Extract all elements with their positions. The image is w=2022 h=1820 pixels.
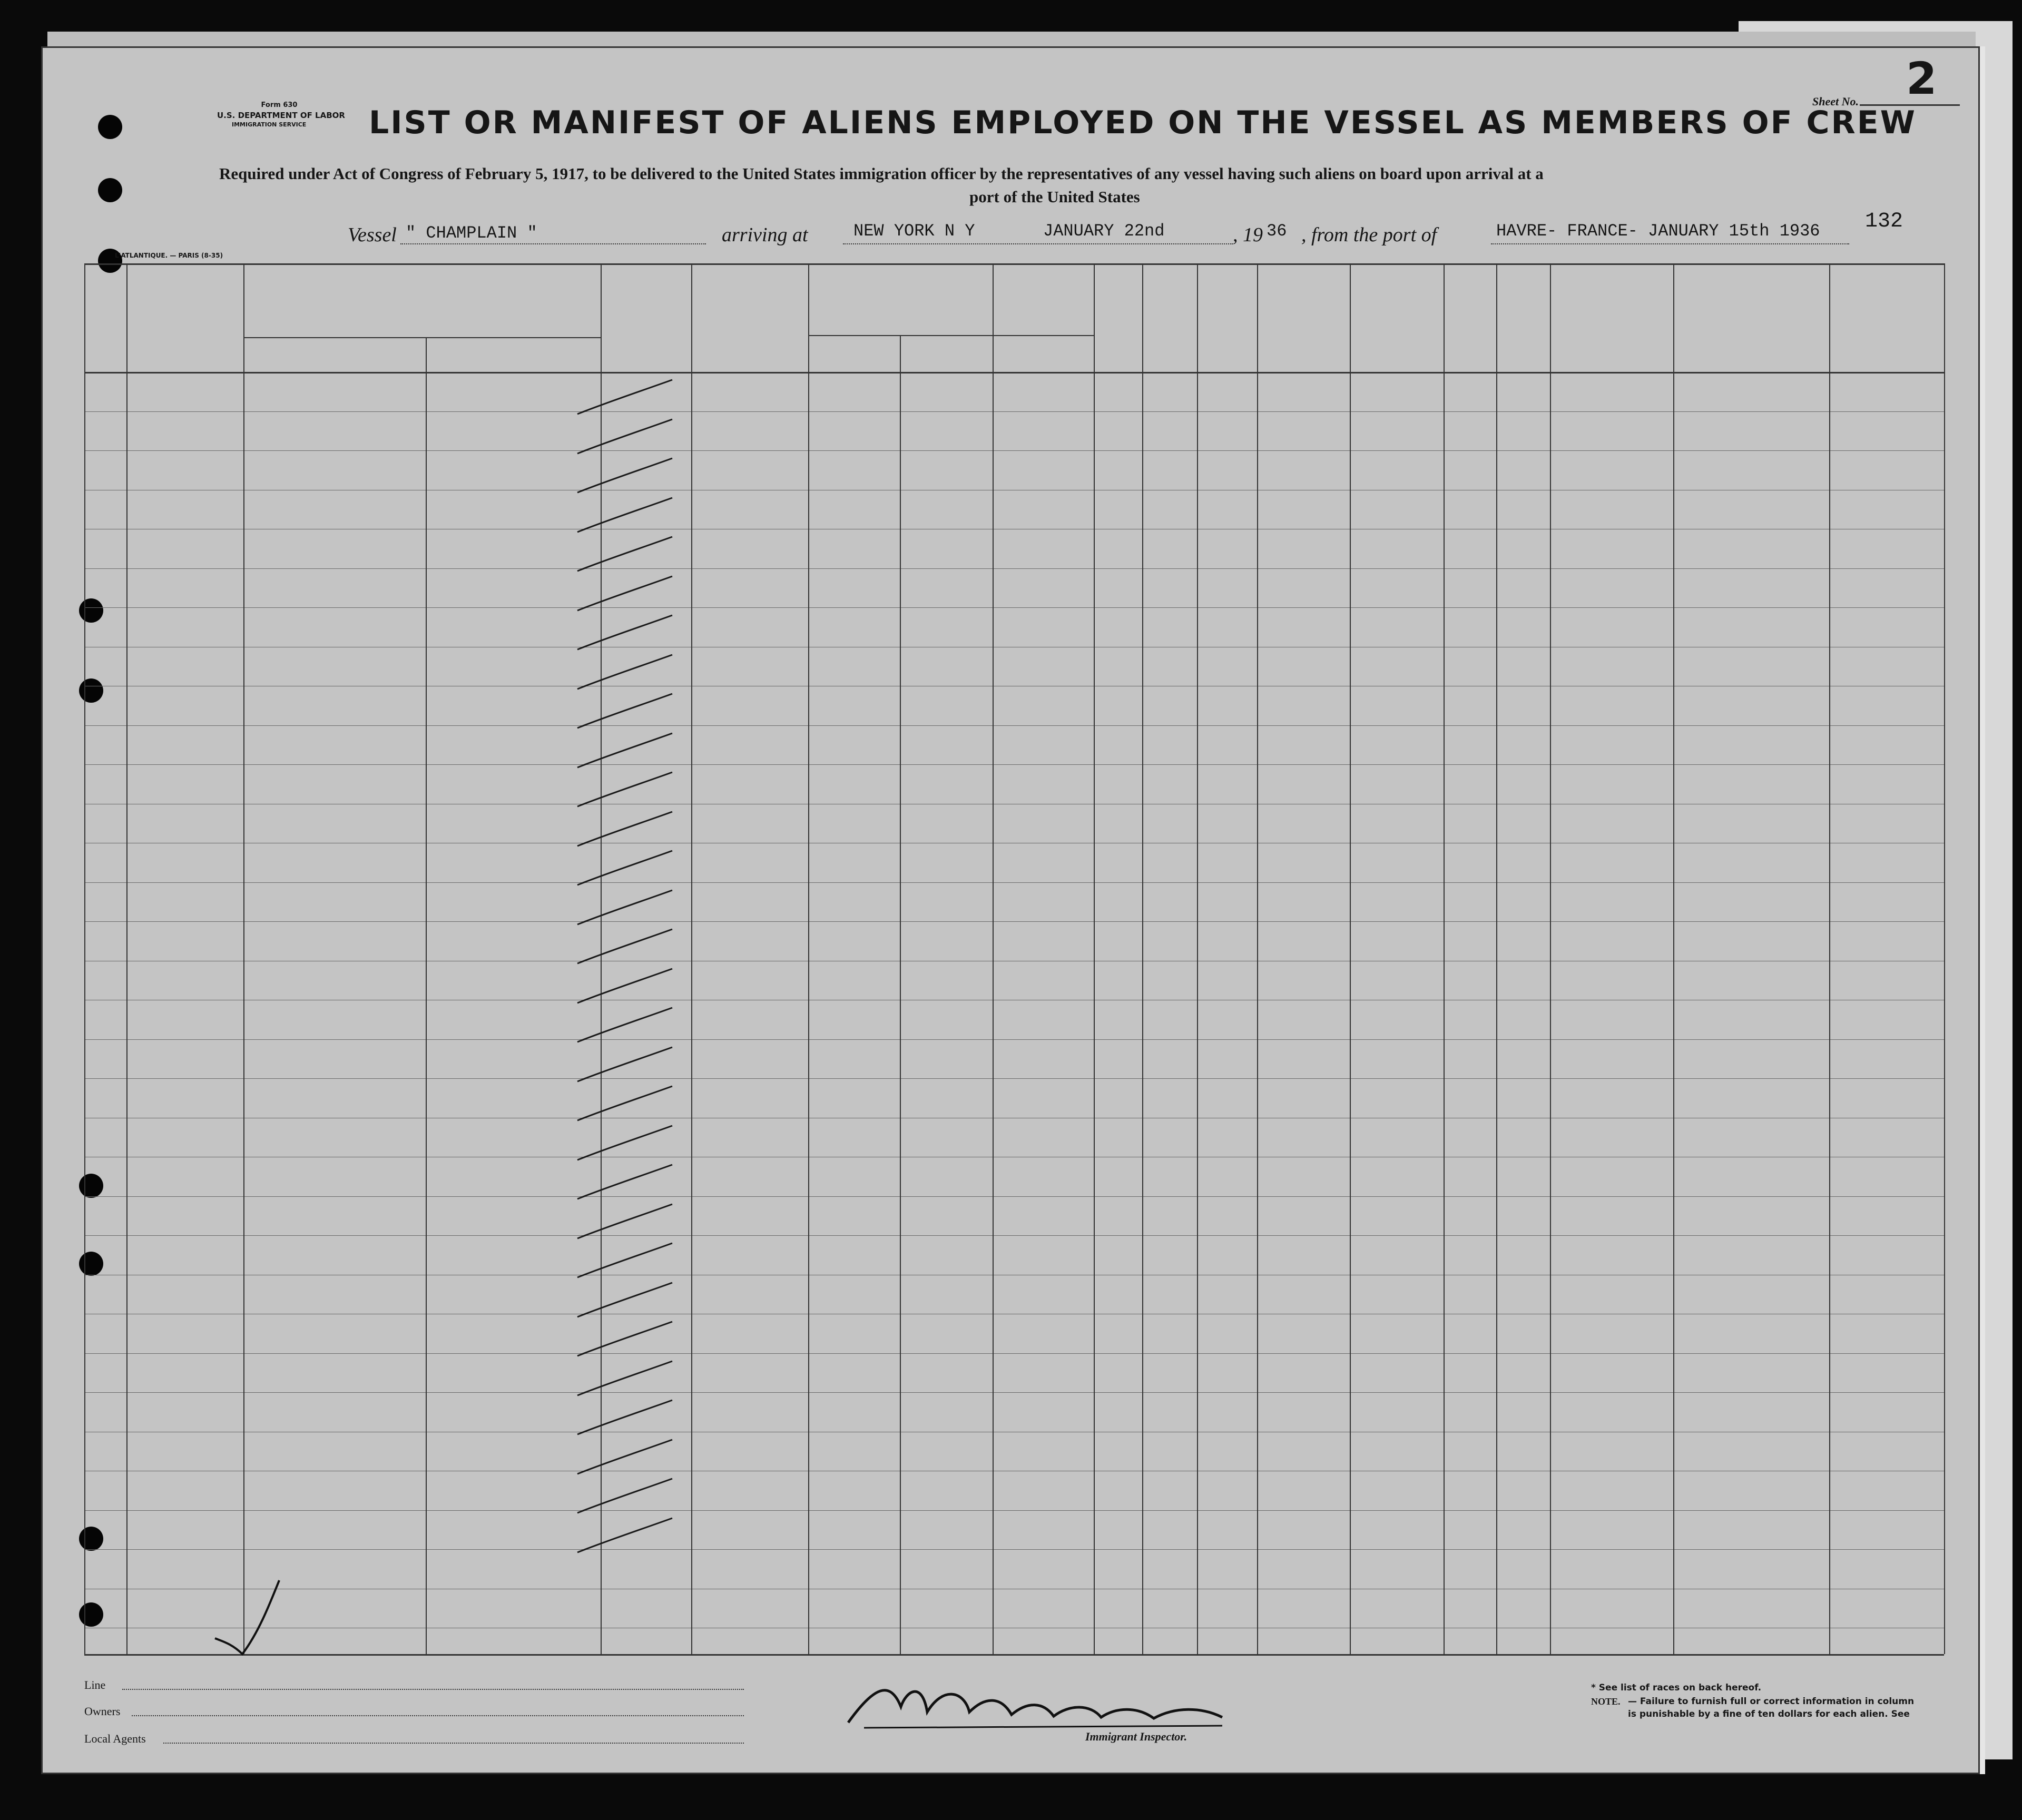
line-label: Line (84, 1678, 106, 1691)
row-rule (84, 1039, 1944, 1040)
note-label: NOTE. (1591, 1696, 1621, 1707)
row-rule (84, 1235, 1944, 1236)
column-rule (1829, 263, 1830, 1654)
table-top-rule (84, 263, 1944, 265)
punch-hole (79, 1527, 103, 1551)
stamp-number: 132 (1865, 210, 1903, 233)
row-rule (84, 450, 1944, 451)
from-port-line (1491, 243, 1849, 244)
column-rule (1944, 263, 1945, 1654)
name-subheader-rule (243, 337, 601, 338)
column-rule (1094, 263, 1095, 1654)
column-rule (1550, 263, 1551, 1654)
note-text-1: — Failure to furnish full or correct information in column (1628, 1696, 1915, 1707)
inspector-check-mark (211, 1575, 306, 1659)
punch-hole (98, 115, 122, 139)
printer-imprint: L'ATLANTIQUE. — PARIS (8-35) (115, 252, 223, 259)
header-bottom-rule (84, 372, 1944, 373)
check-tick (572, 1516, 678, 1563)
punch-hole (79, 1252, 103, 1276)
row-rule (84, 1196, 1944, 1197)
owners-label: Owners (84, 1705, 121, 1718)
row-rule (84, 764, 1944, 765)
races-note: * See list of races on back hereof. (1591, 1683, 1762, 1693)
note-text-2: is punishable by a fine of ten dollars for each alien. See (1628, 1709, 1910, 1719)
vessel-label: Vessel (348, 224, 397, 246)
punch-hole (79, 1602, 103, 1627)
row-rule (84, 1510, 1944, 1511)
arrival-line (843, 243, 1233, 244)
punch-hole (79, 678, 103, 703)
column-rule (1444, 263, 1445, 1654)
table-bottom-rule (84, 1654, 1944, 1656)
column-rule (1197, 263, 1198, 1654)
column-rule (243, 263, 244, 1654)
arriving-port: NEW YORK N Y (853, 221, 975, 241)
local-agents-field (163, 1743, 744, 1744)
column-rule (1496, 263, 1497, 1654)
page-title: LIST OR MANIFEST OF ALIENS EMPLOYED ON THE VESSEL AS MEMBERS OF CREW (369, 104, 1917, 141)
arrival-year: 36 (1267, 221, 1287, 241)
column-rule (808, 263, 809, 1654)
column-rule (126, 263, 127, 1654)
subtitle-line-1: Required under Act of Congress of February 5, 1917, to be delivered to the United States immigration officer by the representatives of any vessel having such aliens on board upon arrival at a (219, 164, 1544, 183)
arrival-date: JANUARY 22nd (1043, 221, 1165, 241)
row-rule (84, 1078, 1944, 1079)
form-number: Form 630 (261, 101, 298, 109)
punch-hole (79, 598, 103, 623)
year-label: , 19 (1233, 224, 1263, 246)
column-rule (1673, 263, 1674, 1654)
column-rule (84, 263, 85, 1654)
punch-hole (98, 178, 122, 202)
column-rule (1142, 263, 1143, 1654)
row-rule (84, 882, 1944, 883)
shipped-subheader-rule (808, 335, 1094, 336)
row-rule (84, 921, 1944, 922)
inspector-label: Immigrant Inspector. (1085, 1730, 1187, 1743)
from-port: HAVRE- FRANCE- JANUARY 15th 1936 (1496, 221, 1820, 241)
sheet-label: Sheet No. (1812, 95, 1859, 108)
row-rule (84, 568, 1944, 569)
row-rule (84, 1392, 1944, 1393)
column-rule (1257, 263, 1258, 1654)
punch-hole (79, 1174, 103, 1198)
row-rule (84, 411, 1944, 412)
row-rule (84, 1353, 1944, 1354)
vessel-name: " CHAMPLAIN " (406, 223, 537, 243)
row-rule (84, 607, 1944, 608)
from-label: , from the port of (1301, 224, 1437, 246)
subtitle-line-2: port of the United States (969, 188, 1140, 206)
department: U.S. DEPARTMENT OF LABOR (217, 111, 345, 120)
row-rule (84, 1549, 1944, 1550)
inspector-signature (843, 1675, 1243, 1738)
given-name-rule (426, 337, 427, 1654)
local-agents-label: Local Agents (84, 1732, 146, 1745)
row-rule (84, 725, 1944, 726)
manifest-page (41, 46, 1985, 1774)
service: IMMIGRATION SERVICE (232, 121, 307, 128)
vessel-line (400, 243, 706, 244)
column-rule (1350, 263, 1351, 1654)
arriving-label: arriving at (722, 224, 808, 246)
column-rule (993, 263, 994, 1654)
column-rule (691, 263, 692, 1654)
owners-field (132, 1715, 744, 1716)
sheet-number: 2 (1906, 53, 1937, 104)
line-field (122, 1689, 744, 1690)
where-rule (900, 335, 901, 1654)
